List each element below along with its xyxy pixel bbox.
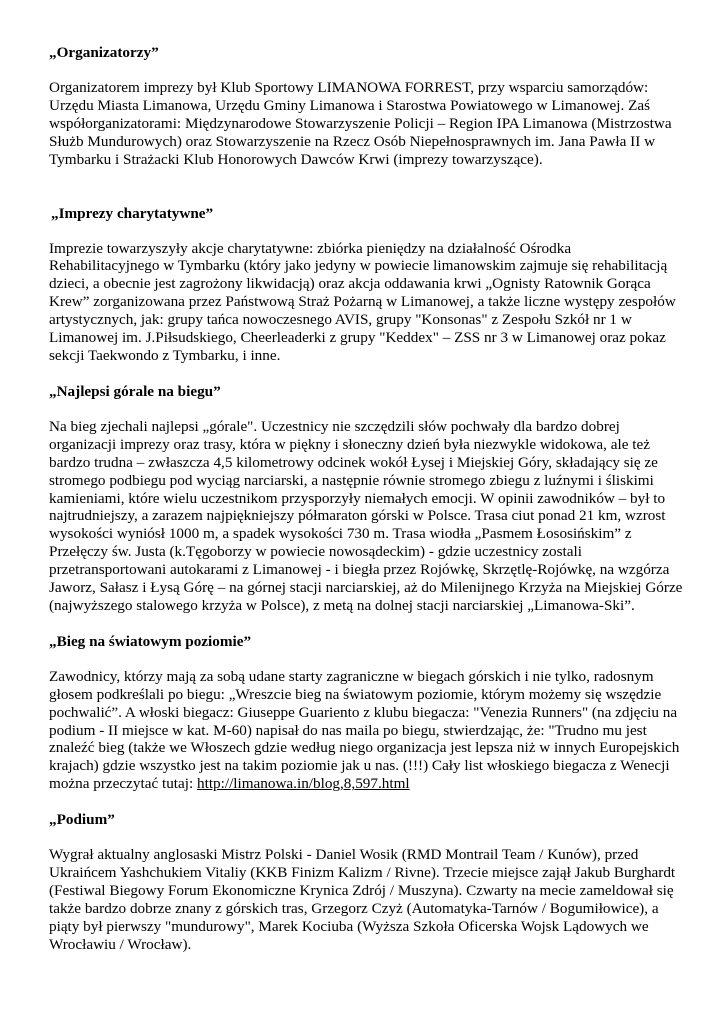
section-heading-organizers: „Organizatorzy” xyxy=(49,44,159,61)
section-heading-world-level: „Bieg na światowym poziomie” xyxy=(49,632,252,650)
section-heading-charity: „Imprezy charytatywne” xyxy=(51,204,214,222)
section-heading-podium: „Podium” xyxy=(49,811,115,829)
world-level-text: Zawodnicy, którzy mają za sobą udane starty zagraniczne w biegach górskich i nie tylko, radosnym głosem podkreślali po biegu: „Wreszcie bieg na światowym poziomie, którym możemy się wszędzie pochwalić”. A włoski biegacz: Giuseppe Guariento z klubu biegacza: "Venezia Runners" (na zdjęciu na podium - II miejsce w kat. M-60) napisał do nas maila po biegu, stwierdzając, że: "Trudno mu jest znaleźć bieg (także we Włoszech gdzie według niego organizacja jest lepsza niż w innych Europejskich krajach) gdzie wszystko jest na takim poziomie jak u nas. (!!!) Cały list włoskiego biegacza z Wenecji można przeczytać tutaj: xyxy=(49,667,680,793)
section-body-world-level xyxy=(49,668,684,793)
blog-link[interactable]: http://limanowa.in/blog,8,597.html xyxy=(197,775,410,793)
section-body-organizers: Organizatorem imprezy był Klub Sportowy LIMANOWA FORREST, przy wsparciu samorządów: Urzędu Miasta Limanowa, Urzędu Gminy Limanowa i Starostwa Powiatowego w Limanowej. Zaś współorganizatorami: Międzynarodowe Stowarzyszenie Policji – Region IPA Limanowa (Mistrzostwa Służb Mundurowych) oraz Stowarzyszenie na Rzecz Osób Niepełnosprawnych im. Jana Pawła II w Tymbarku i Strażacki Klub Honorowych Dawców Krwi (imprezy towarzyszące). xyxy=(49,79,672,168)
section-heading-best-runners: „Najlepsi górale na biegu” xyxy=(49,382,221,400)
section-body-podium: Wygrał aktualny anglosaski Mistrz Polski - Daniel Wosik (RMD Montrail Team / Kunów), przed Ukraińcem Yashchukiem Vitaliy (KKB Finizm Kalizm / Rivne). Trzecie miejsce zajął Jakub Burghardt (Festiwal Biegowy Forum Ekonomiczne Krynica Zdrój / Muszyna). Czwarty na mecie zameldował się także bardzo dobrze znany z górskich tras, Grzegorz Czyż (Automatyka-Tarnów / Bogumiłowice), a piąty był pierwszy "mundurowy", Marek Kociuba (Wyższa Szkoła Oficerska Wojsk Lądowych we Wrocławiu / Wrocław). xyxy=(49,846,676,953)
section-body-best-runners: Na bieg zjechali najlepsi „górale". Uczestnicy nie szczędzili słów pochwały dla bardzo dobrej organizacji imprezy oraz trasy, która w piękny i słoneczny dzień była niezwykle widokowa, ale też bardzo trudna – zwłaszcza 4,5 kilometrowy odcinek wokół Łysej i Miejskiej Góry, składający się ze stromego podbiegu pod wyciąg narciarski, a następnie równie stromego zbiegu z luźnymi i śliskimi kamieniami, które wielu uczestnikom przysporzyły niemałych emocji. W opinii zawodników – był to najtrudniejszy, a zarazem najpiękniejszy półmaraton górski w Polsce. Trasa ciut ponad 21 km, wzrost wysokości wyniósł 1000 m, a spadek wysokości 730 m. Trasa wiodła „Pasmem Łososińskim” z Przełęczy św. Justa (k.Tęgoborzy w powiecie nowosądeckim) - gdzie uczestnicy zostali przetransportowani autokarami z Limanowej - i biegła przez Rojówkę, Skrzętlę-Rojówkę, na wzgórza Jaworz, Sałasz i Łysą Górę – na górnej stacji narciarskiej, aż do Milenijnego Krzyża na Miejskiej Górze (najwyższego stalowego krzyża w Polsce), z metą na dolnej stacji narciarskiej „Limanowa-Ski”. xyxy=(49,417,683,614)
section-body-charity: Imprezie towarzyszyły akcje charytatywne: zbiórka pieniędzy na działalność Ośrodka Rehabilitacyjnego w Tymbarku (który jako jedyny w powiecie limanowskim zajmuje się rehabilitacją dzieci, a obecnie jest zagrożony likwidacją) oraz akcja oddawania krwi „Ognisty Ratownik Gorąca Krew” zorganizowana przez Państwową Straż Pożarną w Limanowej, a także liczne występy zespołów artystycznych, jak: grupy tańca nowoczesnego AVIS, grupy "Konsonas" z Zespołu Szkół nr 1 w Limanowej im. J.Piłsudskiego, Cheerleaderki z grupy "Keddex" – ZSS nr 3 w Limanowej oraz pokaz sekcji Taekwondo z Tymbarku, i inne. xyxy=(49,239,676,364)
